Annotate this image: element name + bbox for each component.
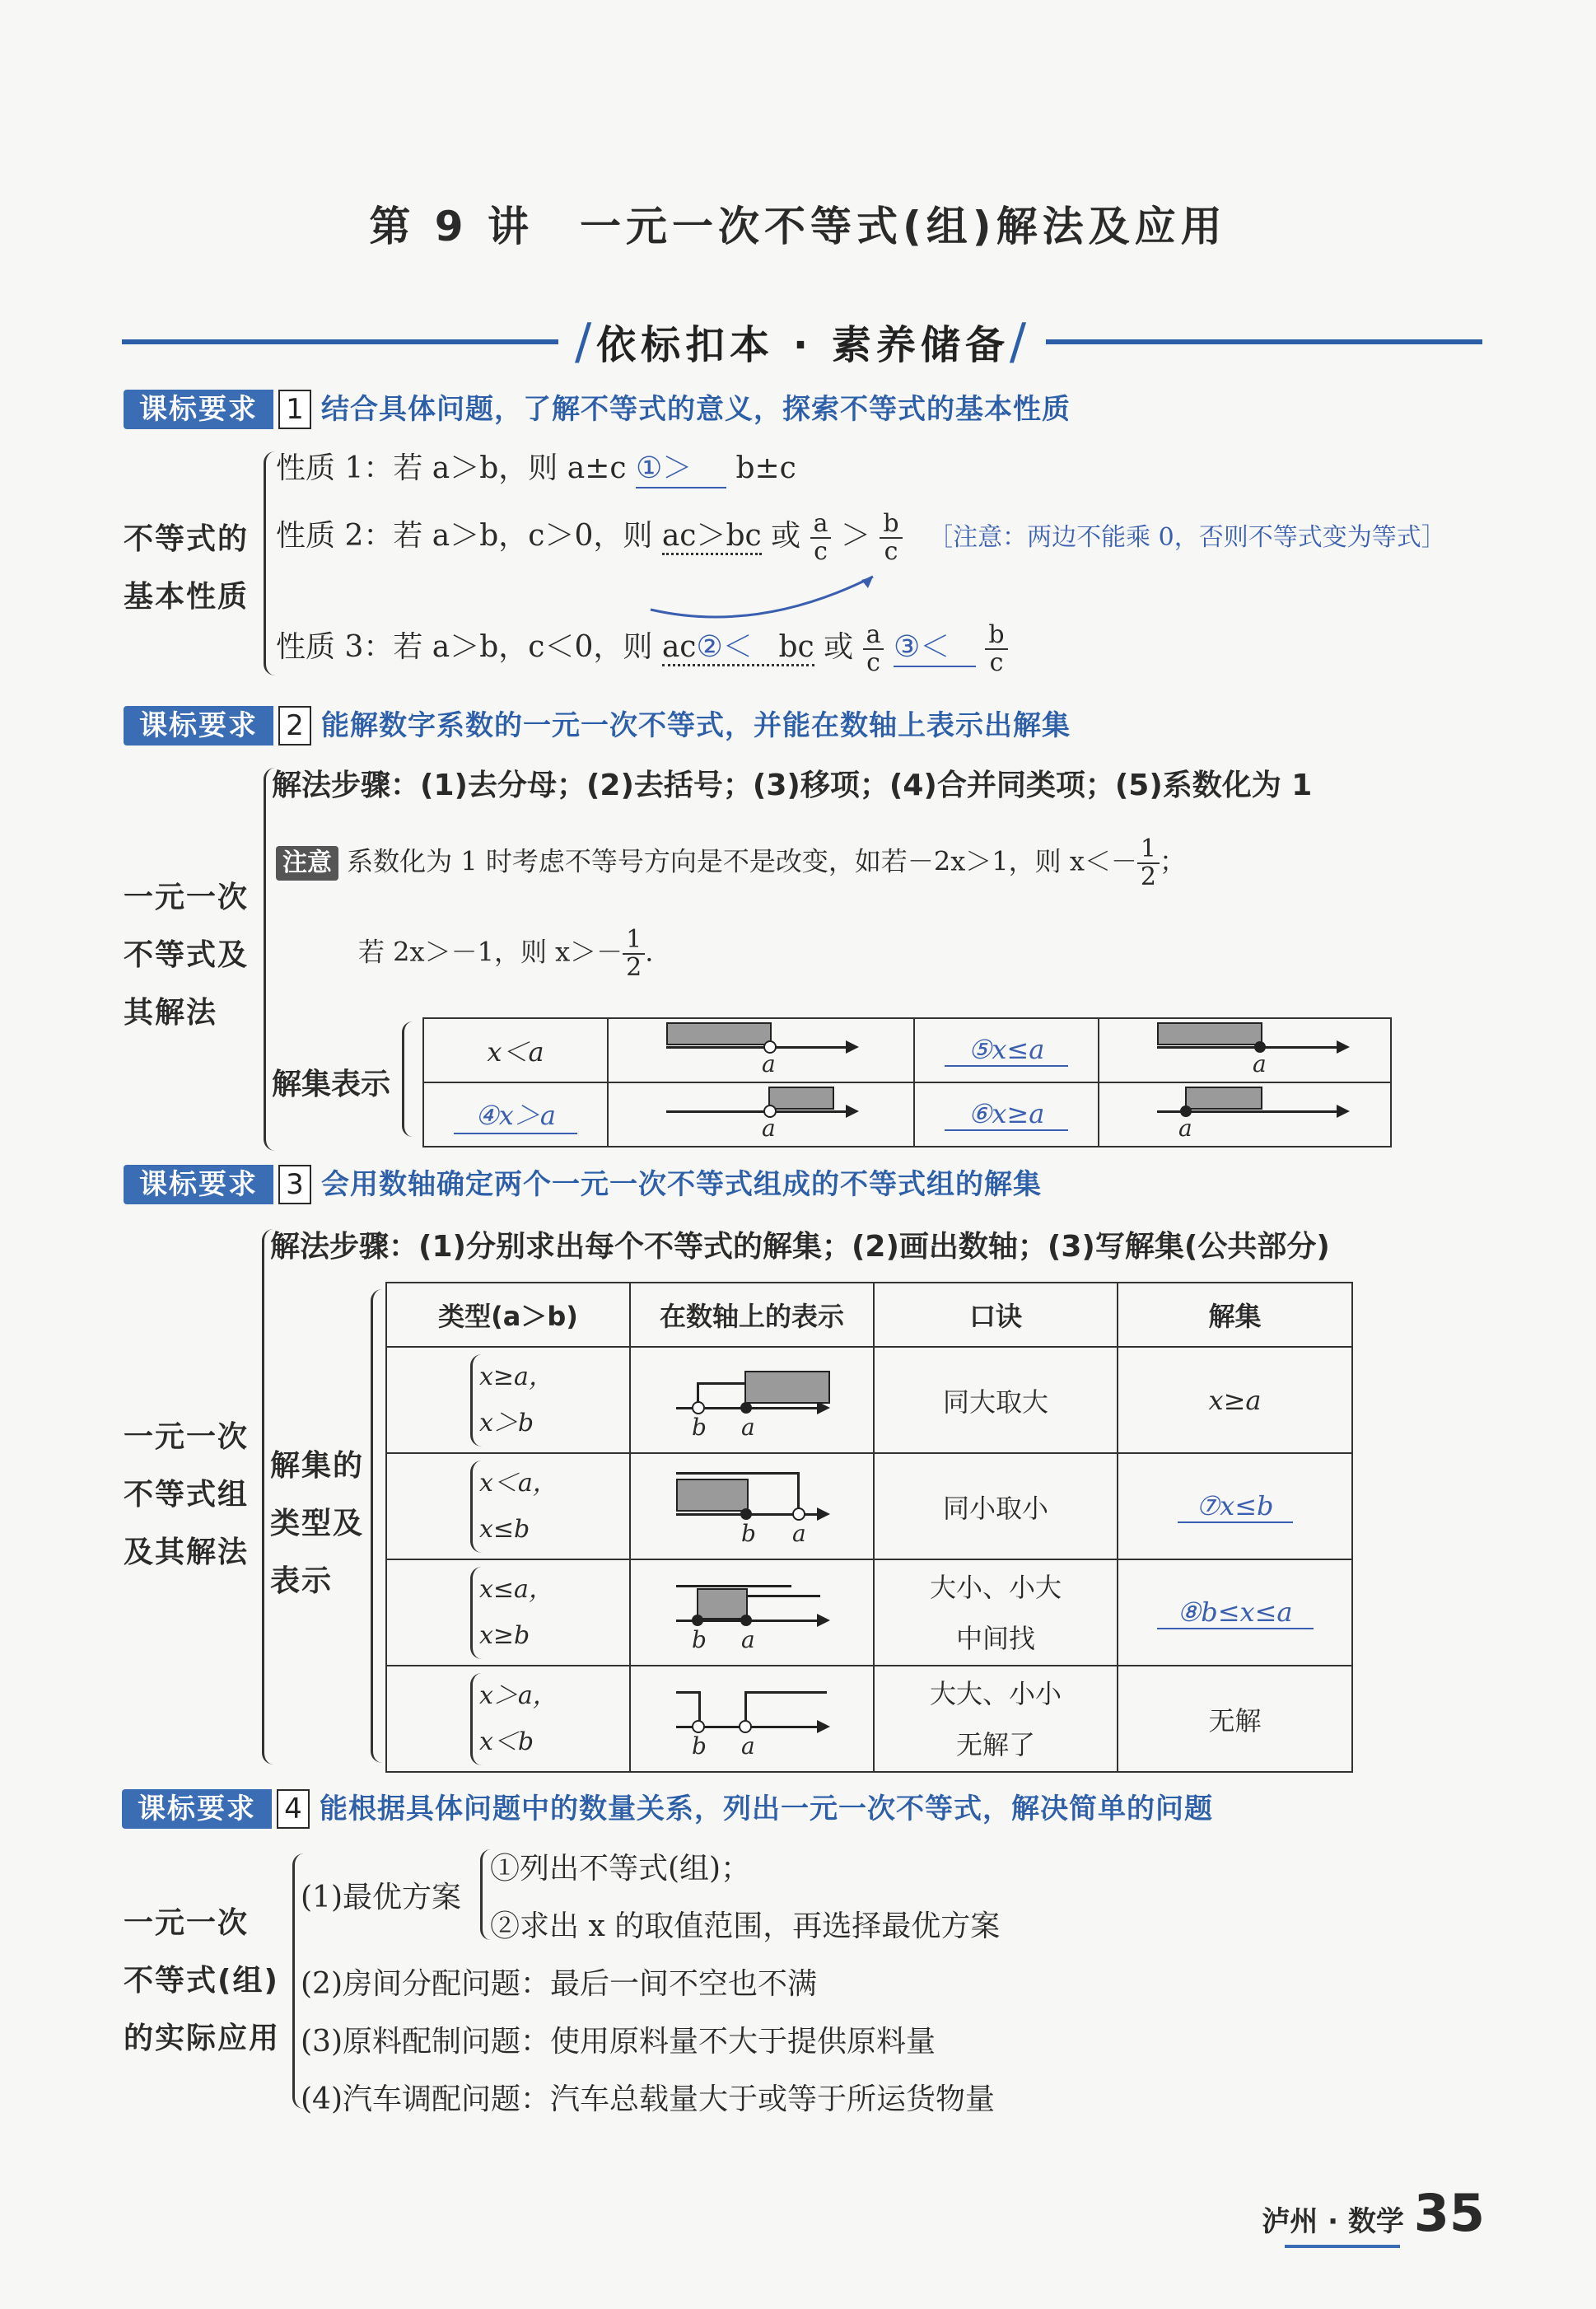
section-header	[568, 313, 1038, 371]
steps-text: 解法步骤：(1)去分母；(2)去括号；(3)移项；(4)合并同类项；(5)系数化为 1	[272, 769, 1313, 802]
solve2-label-line3: 及其解法	[124, 1535, 250, 1569]
page-title: 第 9 讲 一元一次不等式(组)解法及应用	[369, 203, 1227, 250]
solution-display-label: 解集表示	[272, 1068, 391, 1101]
property-1	[276, 445, 796, 488]
property-1-text-end: b±c	[735, 451, 796, 485]
property-2-gt: ＞	[840, 519, 870, 553]
apply-label-line1: 一元一次	[124, 1906, 250, 1940]
section-title: 依标扣本 · 素养储备	[596, 322, 1010, 368]
requirement-number: 2	[278, 706, 311, 746]
header-rule: 口诀	[874, 1283, 1118, 1347]
property-2-text: 性质 2：若 a＞b，c＞0，则	[276, 519, 653, 553]
cell-x-gt-a: ④x＞a	[423, 1082, 608, 1147]
solve2-label-line2: 不等式组	[124, 1478, 250, 1512]
axis-x-le-a: a	[1099, 1018, 1391, 1082]
property-2-or: 或	[771, 519, 801, 553]
note-text-1: 系数化为 1 时考虑不等号方向是不是改变，如若－2x＞1，则 x＜－	[347, 845, 1137, 877]
requirement-number: 4	[277, 1789, 310, 1829]
slash-decoration: /	[1009, 313, 1032, 371]
axis-row-4: b a	[630, 1666, 874, 1772]
cell-x-le-a: ⑤x≤a	[914, 1018, 1099, 1082]
apply-label	[124, 1895, 288, 2068]
properties-label	[124, 511, 272, 626]
property-1-text: 性质 1：若 a＞b，则 a±c	[276, 451, 627, 485]
solve1-label-line2: 不等式及	[124, 938, 250, 972]
apply-item-2: (2)房间分配问题：最后一间不空也不满	[301, 1967, 817, 2001]
requirement-3	[124, 1165, 1194, 1204]
table-row	[386, 1559, 1352, 1666]
note-line-1	[276, 836, 1186, 890]
apply-label-line3: 的实际应用	[124, 2022, 281, 2055]
table-row	[386, 1453, 1352, 1559]
cell-x-ge-a: ⑥x≥a	[914, 1082, 1099, 1147]
answer-2: ②＜	[696, 630, 753, 664]
table-header-row	[386, 1283, 1352, 1347]
slash-decoration: /	[574, 313, 597, 371]
requirement-text: 能解数字系数的一元一次不等式，并能在数轴上表示出解集	[321, 709, 1071, 742]
solve1-label	[124, 869, 272, 1042]
footer-rule	[1285, 2245, 1400, 2248]
table-row	[386, 1347, 1352, 1453]
fraction-a-over-c: $\frac{a}{c}$	[810, 511, 832, 565]
axis-x-ge-a: a	[1099, 1082, 1391, 1147]
properties-label-line2: 基本性质	[124, 580, 250, 614]
note-text-2: 若 2x＞－1，则 x＞－	[358, 936, 623, 968]
axis-row-1: b a	[630, 1347, 874, 1453]
header-axis: 在数轴上的表示	[630, 1283, 874, 1347]
note-punct-2: .	[645, 936, 654, 968]
requirement-1	[124, 390, 1194, 429]
page-number: 35	[1413, 2183, 1485, 2243]
apply-label-line2: 不等式(组)	[124, 1964, 279, 1998]
requirement-text: 能根据具体问题中的数量关系，列出一元一次不等式，解决简单的问题	[320, 1793, 1213, 1825]
table-row	[423, 1082, 1391, 1147]
solution-row-1: x≥a	[1118, 1347, 1352, 1453]
axis-x-gt-a: a	[608, 1082, 914, 1147]
requirement-number: 3	[278, 1165, 311, 1204]
answer-3: ③＜	[894, 624, 976, 667]
header-type: 类型(a＞b)	[386, 1283, 630, 1347]
fraction-one-half: $\frac{1}{2}$	[1137, 836, 1160, 890]
fraction-one-half-2: $\frac{1}{2}$	[623, 927, 645, 981]
apply-item-1a: ①列出不等式(组)；	[490, 1852, 751, 1886]
solution-brace	[402, 1021, 413, 1137]
solve1-steps	[272, 762, 1312, 804]
properties-label-line1: 不等式的	[124, 522, 250, 556]
note-punct-1: ；	[1159, 845, 1186, 877]
property-2-note: ［注意：两边不能乘 0，否则不等式变为等式］	[928, 523, 1446, 552]
properties-brace	[264, 451, 276, 675]
axis-row-3: b a	[630, 1559, 874, 1666]
type-brace	[371, 1289, 383, 1763]
type-label	[270, 1437, 369, 1610]
rule-row-4: 大大、小小 无解了	[874, 1666, 1118, 1772]
solution-row-2: ⑦x≤b	[1118, 1453, 1352, 1559]
system-type: x＜a， x≤b	[386, 1453, 630, 1559]
type-label-line1: 解集的	[270, 1449, 365, 1483]
apply-item-4: (4)汽车调配问题：汽车总载量大于或等于所运货物量	[301, 2082, 995, 2116]
solve1-label-line3: 其解法	[124, 996, 218, 1030]
requirement-number: 1	[278, 390, 311, 429]
solution-row-3: ⑧b≤x≤a	[1118, 1559, 1352, 1666]
fraction-a-over-c-2: $\frac{a}{c}$	[863, 622, 884, 676]
apply-item-1: (1)最优方案	[301, 1881, 461, 1914]
header-solution: 解集	[1118, 1283, 1352, 1347]
rule-row-1: 同大取大	[874, 1347, 1118, 1453]
footer-text: 泸州 · 数学	[1262, 2205, 1404, 2238]
fraction-b-over-c-2: $\frac{b}{c}$	[985, 622, 1007, 676]
property-3-text: 性质 3：若 a＞b，c＜0，则	[276, 630, 653, 664]
type-label-line2: 类型及	[270, 1507, 365, 1540]
solve1-label-line1: 一元一次	[124, 881, 250, 914]
system-type: x≥a， x＞b	[386, 1347, 630, 1453]
axis-x-lt-a: a	[608, 1018, 914, 1082]
system-type: x≤a， x≥b	[386, 1559, 630, 1666]
rule-row-2: 同小取小	[874, 1453, 1118, 1559]
requirement-tag: 课标要求	[124, 1165, 273, 1204]
type-label-line3: 表示	[270, 1564, 334, 1598]
apply-item-3: (3)原料配制问题：使用原料量不大于提供原料量	[301, 2025, 936, 2059]
solution-table	[422, 1017, 1392, 1147]
steps-text-2: 解法步骤：(1)分别求出每个不等式的解集；(2)画出数轴；(3)写解集(公共部分)	[270, 1230, 1330, 1264]
section-rule-right	[1046, 339, 1482, 344]
solve2-label	[124, 1409, 272, 1582]
property-3-or: 或	[824, 630, 854, 664]
answer-1: ①＞	[636, 445, 726, 488]
section-rule-left	[122, 339, 558, 344]
apply-item-1b: ②求出 x 的取值范围，再选择最优方案	[490, 1909, 1001, 1943]
fraction-b-over-c: $\frac{b}{c}$	[880, 511, 902, 565]
requirement-tag: 课标要求	[124, 390, 273, 429]
inequality-system-table	[385, 1282, 1353, 1773]
requirement-tag: 课标要求	[122, 1789, 272, 1829]
solve2-steps	[270, 1223, 1330, 1265]
property-3	[276, 622, 1008, 676]
requirement-4	[122, 1789, 1275, 1829]
table-row	[423, 1018, 1391, 1082]
requirement-text: 会用数轴确定两个一元一次不等式组成的不等式组的解集	[321, 1168, 1042, 1201]
footer	[1262, 2183, 1485, 2243]
property-2	[276, 511, 1446, 565]
system-type: x＞a， x＜b	[386, 1666, 630, 1772]
note-tag: 注意	[276, 846, 338, 881]
solve2-label-line1: 一元一次	[124, 1420, 250, 1454]
requirement-tag: 课标要求	[124, 706, 273, 746]
rule-row-3: 大小、小大 中间找	[874, 1559, 1118, 1666]
requirement-2	[124, 706, 1194, 746]
axis-row-2: b a	[630, 1453, 874, 1559]
property-2-ac: ac＞bc	[662, 519, 762, 555]
cell-x-lt-a: x＜a	[423, 1018, 608, 1082]
property-3-ac: ac②＜ bc	[662, 630, 814, 666]
requirement-text: 结合具体问题，了解不等式的意义，探索不等式的基本性质	[321, 393, 1071, 426]
table-row	[386, 1666, 1352, 1772]
solution-row-4: 无解	[1118, 1666, 1352, 1772]
note-line-2	[358, 927, 653, 981]
